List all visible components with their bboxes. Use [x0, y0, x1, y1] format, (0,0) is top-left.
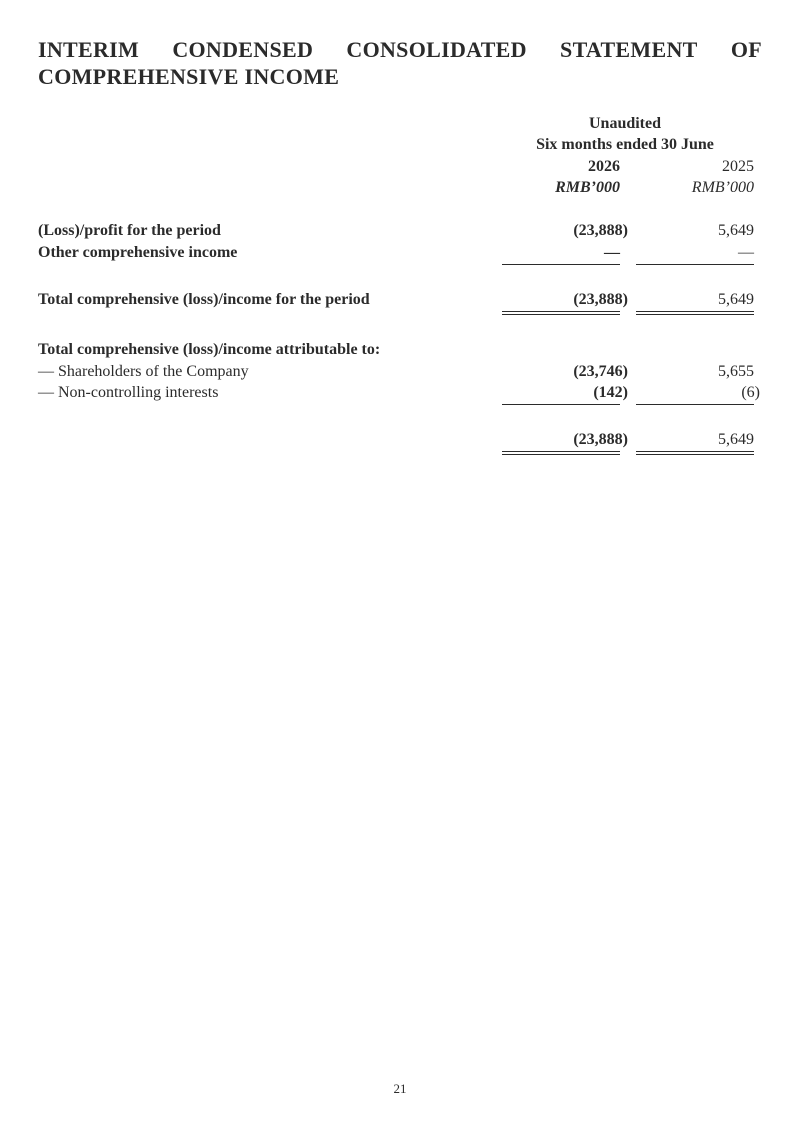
year-prior-header: 2025 — [722, 158, 754, 175]
unit-prior-header: RMB’000 — [691, 179, 754, 196]
profit-prior: 5,649 — [718, 222, 754, 239]
profit-current: (23,888) — [573, 222, 628, 239]
nci-current: (142) — [593, 384, 628, 401]
rule-oci-prior — [636, 264, 754, 265]
shareholders-prior: 5,655 — [718, 363, 754, 380]
year-current-header: 2026 — [588, 158, 620, 175]
rule-nci-prior — [636, 404, 754, 405]
double-rule-grand-prior — [636, 451, 754, 455]
title-line-2: COMPREHENSIVE INCOME — [38, 64, 340, 89]
oci-label: Other comprehensive income — [38, 244, 238, 261]
rule-nci-current — [502, 404, 620, 405]
grand-total-prior: 5,649 — [718, 431, 754, 448]
total-current: (23,888) — [573, 291, 628, 308]
attributable-heading: Total comprehensive (loss)/income attributable to: — [38, 341, 381, 358]
shareholders-label: — Shareholders of the Company — [38, 363, 249, 380]
oci-current: — — [604, 244, 620, 261]
title-word: CONDENSED — [172, 37, 314, 62]
total-label: Total comprehensive (loss)/income for the period — [38, 291, 370, 308]
page-title — [38, 36, 762, 90]
rule-oci-current — [502, 264, 620, 265]
title-word: OF — [730, 37, 762, 62]
profit-label: (Loss)/profit for the period — [38, 222, 221, 239]
page-number: 21 — [393, 1081, 407, 1096]
total-prior: 5,649 — [718, 291, 754, 308]
grand-total-current: (23,888) — [573, 431, 628, 448]
title-word: CONSOLIDATED — [346, 37, 527, 62]
oci-prior: — — [738, 244, 754, 261]
shareholders-current: (23,746) — [573, 363, 628, 380]
unit-current-header: RMB’000 — [555, 179, 620, 196]
double-rule-grand-current — [502, 451, 620, 455]
audit-status-header: Unaudited — [588, 115, 662, 132]
nci-prior: (6) — [741, 384, 760, 401]
double-rule-total-prior — [636, 311, 754, 315]
nci-label: — Non-controlling interests — [38, 384, 219, 401]
double-rule-total-current — [502, 311, 620, 315]
title-word: INTERIM — [38, 37, 140, 62]
period-header: Six months ended 30 June — [536, 136, 714, 153]
title-word: STATEMENT — [560, 37, 698, 62]
title-line-1 — [38, 36, 762, 63]
